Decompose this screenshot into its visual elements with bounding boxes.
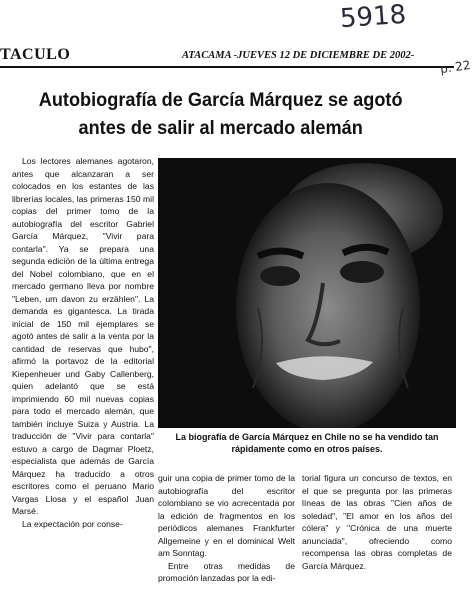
section-name: TACULO xyxy=(0,46,71,63)
paragraph: Los lectores alemanes agotaron, antes que alcanzaran a ser colocados en los estantes de las librerías locales, las primeras 150 mil copias del primer tomo de la autobiografía del escritor Gabriel García Márquez, "Vivir para contarla". Ya se prepara una segunda edición de la última entrega del Nobel colombiano, que en el mercado germano lleva por nombre "Leben, um davon zu erzählen". La demanda es gigantesca. La tirada inicial de 150 mil ejemplares se agotó antes de salir a la venta por la cantidad de reservas que hubo", afirmó la portavoz de la editorial Kiepenheuer und Gaby Callenberg, quien adelantó que se está imprimiendo 60 mil nuevas copias para todo el mercado alemán, que también incluye Suiza y Austria. La traducción de "Vivir para contarla" estuvo a cargo de Dagmar Ploetz, especialista que además de García Márquez ha traducido a otros escritores como el peruano Mario Vargas Llosa y el español Juan Marsé. xyxy=(12,156,154,516)
paragraph: Entre otras medidas de promoción lanzadas por la edi- xyxy=(158,560,295,583)
headline: Autobiografía de García Márquez se agotó antes de salir al mercado alemán xyxy=(38,89,403,139)
handwritten-page: p. 22 xyxy=(439,57,472,77)
paragraph: La expectación por conse- xyxy=(22,518,123,529)
header-rule xyxy=(0,66,454,68)
body-column-2 xyxy=(158,472,295,592)
dateline: ATACAMA -JUEVES 12 DE DICIEMBRE DE 2002- xyxy=(182,50,415,61)
body-column-3 xyxy=(302,472,452,592)
photo-caption: La biografía de García Márquez en Chile no se ha vendido tan rápidamente como en otros países. xyxy=(175,432,439,454)
portrait-illustration xyxy=(158,158,456,428)
body-column-1 xyxy=(12,155,154,595)
handwritten-number: 5918 xyxy=(339,0,408,35)
paragraph: guir una copia de primer tomo de la autobiografía del escritor colombiano se vio acrecentada por la edición de fragmentos en los periódicos alemanes Frankfurter Allgemeine y en el dominical Welt am Sonntag. xyxy=(158,473,295,558)
paragraph: torial figura un concurso de textos, en el que se pregunta por las primeras líneas de las obras "Cien años de soledad", "El amor en los años del cólera" y "Crónica de una muerte anunciada", ofreciendo como recompensa las obras completas de García Márquez. xyxy=(302,473,452,571)
portrait-photo xyxy=(158,158,456,428)
